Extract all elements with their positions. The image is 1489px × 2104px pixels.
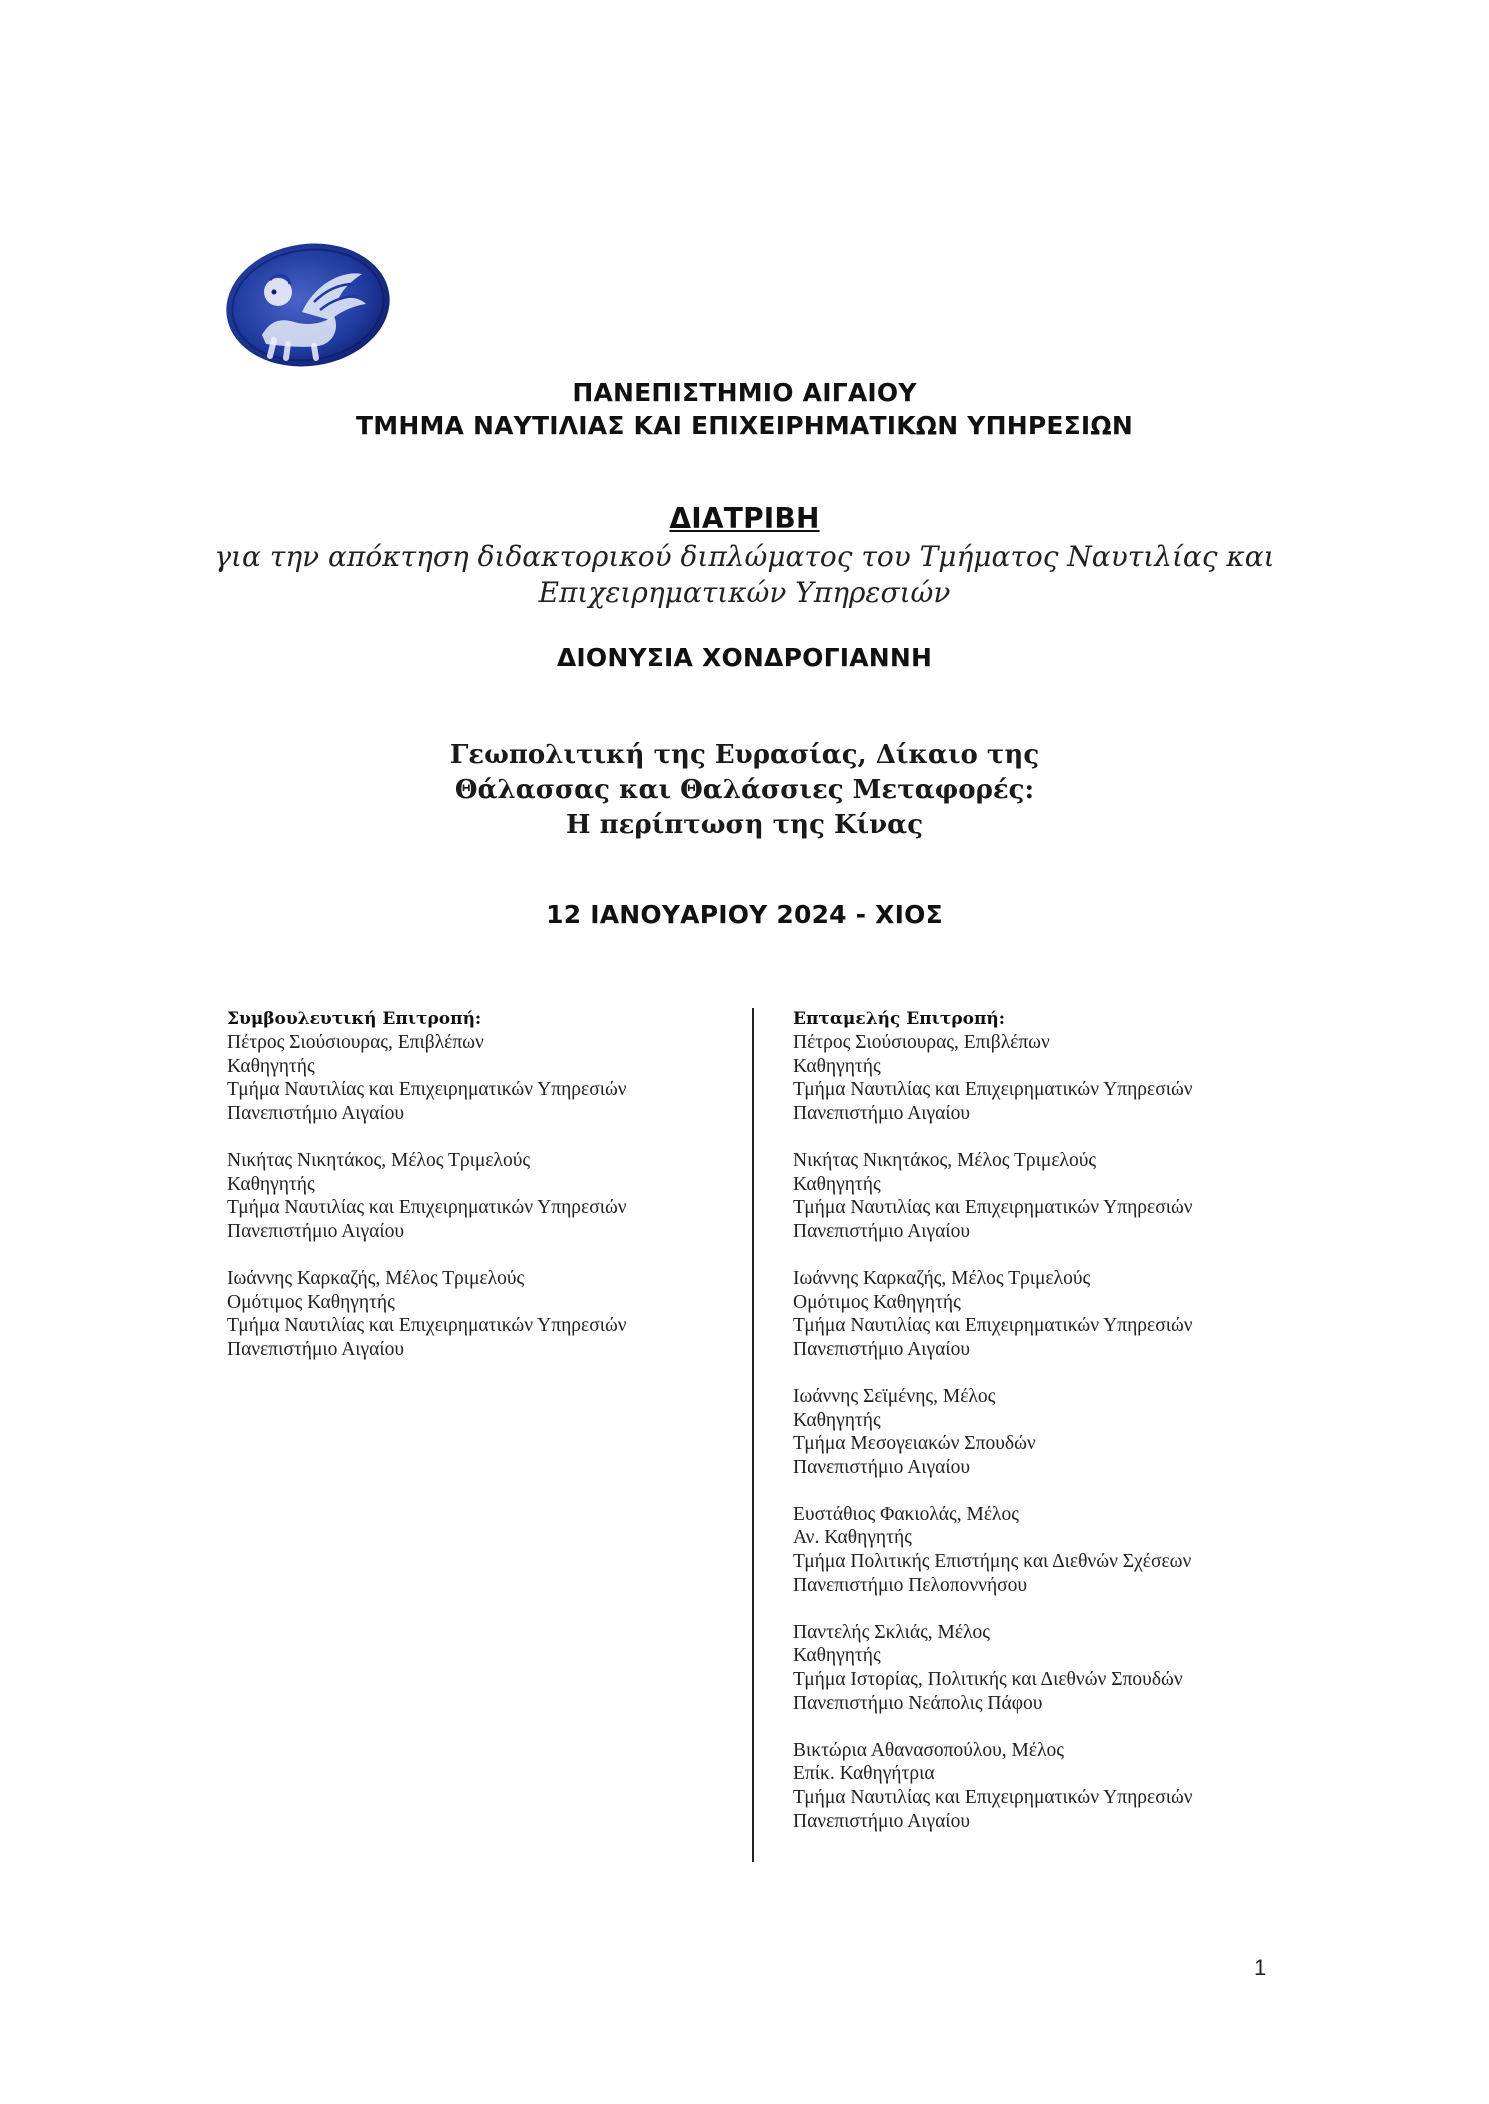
member-name-role: Πέτρος Σιούσιουρας, Επιβλέπων — [227, 1032, 484, 1053]
committee-member — [793, 1385, 1333, 1479]
member-institution: Πανεπιστήμιο Πελοποννήσου — [793, 1574, 1028, 1596]
member-department: Τμήμα Πολιτικής Επιστήμης και Διεθνών Σχέσεων — [793, 1551, 1192, 1573]
member-rank: Καθηγητής — [227, 1055, 315, 1077]
department-name: ΤΜΗΜΑ ΝΑΥΤΙΛΙΑΣ ΚΑΙ ΕΠΙΧΕΙΡΗΜΑΤΙΚΩΝ ΥΠΗΡΕΣΙΩΝ — [356, 411, 1133, 440]
examination-committee-heading: Επταμελής Επιτροπή: — [793, 1009, 1006, 1029]
examination-committee — [793, 1007, 1333, 1857]
thesis-title — [0, 738, 1489, 843]
member-institution: Πανεπιστήμιο Αιγαίου — [793, 1102, 971, 1124]
committee-member — [793, 1503, 1333, 1597]
advisory-committee-heading: Συμβουλευτική Επιτροπή: — [227, 1009, 482, 1029]
committee-member — [793, 1739, 1333, 1833]
column-divider — [752, 1008, 754, 1862]
member-name-role: Νικήτας Νικητάκος, Μέλος Τριμελούς — [793, 1149, 1097, 1171]
thesis-title-line: Θάλασσας και Θαλάσσιες Μεταφορές: — [454, 775, 1035, 805]
document-type-title: ΔΙΑΤΡΙΒΗ — [669, 502, 820, 535]
member-rank: Αν. Καθηγητής — [793, 1527, 912, 1549]
advisory-committee — [227, 1007, 737, 1385]
member-name-role: Ιωάννης Καρκαζής, Μέλος Τριμελούς — [793, 1267, 1091, 1289]
committee-member — [227, 1031, 737, 1125]
member-rank: Επίκ. Καθηγήτρια — [793, 1763, 935, 1785]
committee-member — [793, 1031, 1333, 1125]
member-institution: Πανεπιστήμιο Αιγαίου — [227, 1220, 405, 1242]
member-name-role: Βικτώρια Αθανασοπούλου, Μέλος — [793, 1739, 1064, 1761]
member-department: Τμήμα Ναυτιλίας και Επιχειρηματικών Υπηρεσιών — [793, 1197, 1193, 1219]
thesis-title-line: Γεωπολιτική της Ευρασίας, Δίκαιο της — [449, 740, 1040, 770]
member-department: Τμήμα Ναυτιλίας και Επιχειρηματικών Υπηρεσιών — [793, 1787, 1193, 1808]
committee-member — [793, 1621, 1333, 1715]
committee-member — [227, 1267, 737, 1361]
member-name-role: Νικήτας Νικητάκος, Μέλος Τριμελούς — [227, 1149, 531, 1171]
member-institution: Πανεπιστήμιο Αιγαίου — [227, 1102, 405, 1124]
member-rank: Καθηγητής — [793, 1173, 881, 1195]
member-institution: Πανεπιστήμιο Αιγαίου — [793, 1338, 971, 1360]
subtitle-line: για την απόκτηση διδακτορικού διπλώματος του Τμήματος Ναυτιλίας και — [214, 540, 1275, 573]
date-and-place: 12 ΙΑΝΟΥΑΡΙΟΥ 2024 - ΧΙΟΣ — [546, 900, 943, 929]
member-department: Τμήμα Ναυτιλίας και Επιχειρηματικών Υπηρεσιών — [793, 1315, 1193, 1337]
member-department: Τμήμα Ναυτιλίας και Επιχειρηματικών Υπηρεσιών — [227, 1197, 627, 1219]
member-rank: Καθηγητής — [227, 1173, 315, 1195]
member-rank: Καθηγητής — [793, 1409, 881, 1431]
member-rank: Καθηγητής — [793, 1645, 881, 1667]
member-name-role: Ιωάννης Σεϊμένης, Μέλος — [793, 1385, 996, 1407]
member-department: Τμήμα Ναυτιλίας και Επιχειρηματικών Υπηρεσιών — [227, 1079, 627, 1101]
member-name-role: Παντελής Σκλιάς, Μέλος — [793, 1621, 990, 1643]
university-name: ΠΑΝΕΠΙΣΤΗΜΙΟ ΑΙΓΑΙΟΥ — [572, 378, 917, 407]
member-institution: Πανεπιστήμιο Αιγαίου — [793, 1456, 971, 1478]
member-name-role: Ιωάννης Καρκαζής, Μέλος Τριμελούς — [227, 1267, 525, 1289]
member-department: Τμήμα Μεσογειακών Σπουδών — [793, 1433, 1036, 1455]
member-name-role: Πέτρος Σιούσιουρας, Επιβλέπων — [793, 1032, 1050, 1053]
member-department: Τμήμα Ιστορίας, Πολιτικής και Διεθνών Σπουδών — [793, 1669, 1183, 1691]
member-institution: Πανεπιστήμιο Νεάπολις Πάφου — [793, 1692, 1043, 1714]
member-institution: Πανεπιστήμιο Αιγαίου — [227, 1338, 405, 1360]
page-number: 1 — [1254, 1955, 1267, 1980]
member-department: Τμήμα Ναυτιλίας και Επιχειρηματικών Υπηρεσιών — [793, 1079, 1193, 1101]
member-name-role: Ευστάθιος Φακιολάς, Μέλος — [793, 1503, 1019, 1525]
author-name: ΔΙΟΝΥΣΙΑ ΧΟΝΔΡΟΓΙΑΝΝΗ — [556, 643, 933, 672]
committee-member — [227, 1149, 737, 1243]
subtitle-line: Επιχειρηματικών Υπηρεσιών — [538, 576, 951, 609]
committee-member — [793, 1267, 1333, 1361]
member-rank: Ομότιμος Καθηγητής — [227, 1291, 395, 1313]
committee-member — [793, 1149, 1333, 1243]
member-department: Τμήμα Ναυτιλίας και Επιχειρηματικών Υπηρεσιών — [227, 1315, 627, 1337]
document-subtitle — [0, 539, 1489, 611]
university-seal-logo — [222, 240, 394, 370]
member-institution: Πανεπιστήμιο Αιγαίου — [793, 1220, 971, 1242]
thesis-title-line: Η περίπτωση της Κίνας — [565, 810, 924, 840]
member-institution: Πανεπιστήμιο Αιγαίου — [793, 1810, 971, 1832]
member-rank: Καθηγητής — [793, 1055, 881, 1077]
member-rank: Ομότιμος Καθηγητής — [793, 1291, 961, 1313]
